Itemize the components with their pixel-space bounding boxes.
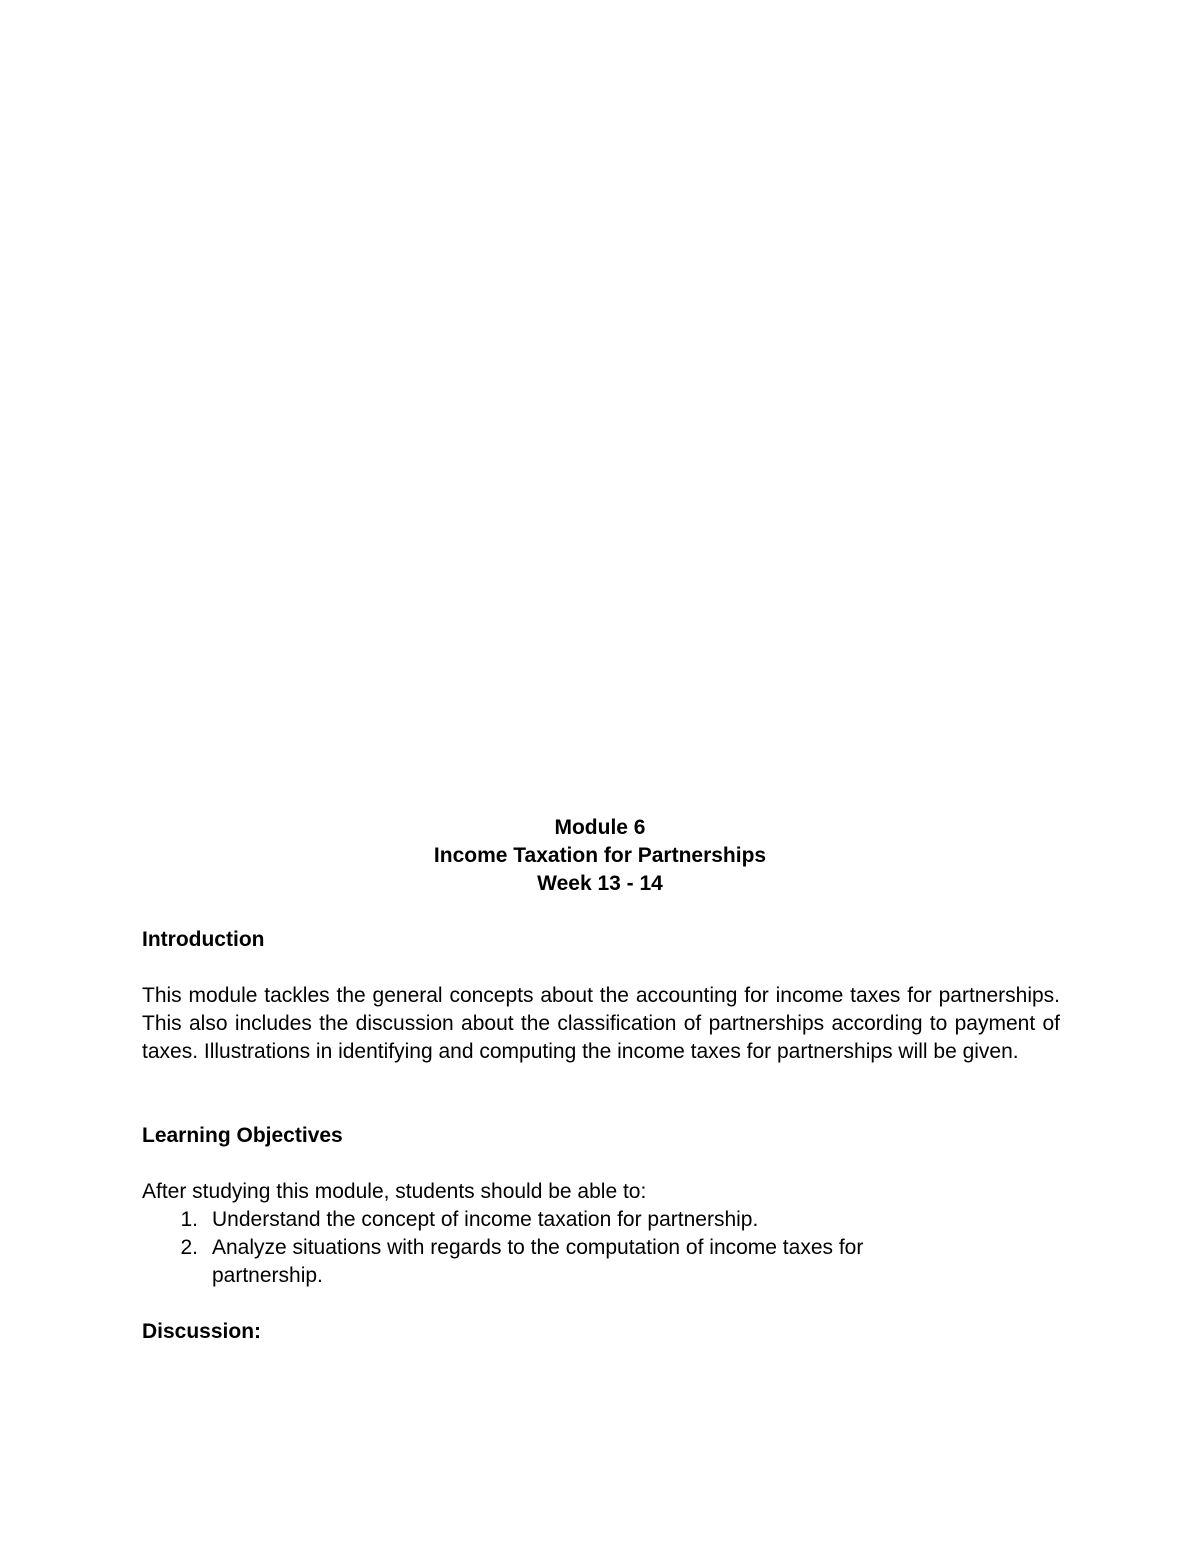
list-item <box>142 1206 1060 1234</box>
introduction-heading: Introduction <box>142 928 265 951</box>
learning-objectives-lead: After studying this module, students should be able to: <box>142 1180 647 1203</box>
document-content <box>142 926 1060 1346</box>
list-item-number: 2. <box>180 1236 198 1259</box>
module-number: Module 6 <box>554 816 646 839</box>
introduction-paragraph: This module tackles the general concepts about the accounting for income taxes for partnerships. This also includes the discussion about the classification of partnerships according to payment of taxes. Illustrations in identifying and computing the income taxes for partnerships will be given. <box>142 984 1060 1063</box>
list-item-number: 1. <box>180 1208 198 1231</box>
learning-objectives-list <box>142 1206 1060 1290</box>
learning-objectives-heading: Learning Objectives <box>142 1124 343 1147</box>
list-item-text: Analyze situations with regards to the computation of income taxes for partnership. <box>212 1236 864 1287</box>
module-title: Income Taxation for Partnerships <box>433 844 767 867</box>
module-title-block <box>0 814 1200 898</box>
list-item-text: Understand the concept of income taxation for partnership. <box>212 1208 759 1231</box>
list-item <box>142 1234 1060 1290</box>
discussion-heading: Discussion: <box>142 1320 262 1343</box>
module-week: Week 13 - 14 <box>537 872 663 895</box>
